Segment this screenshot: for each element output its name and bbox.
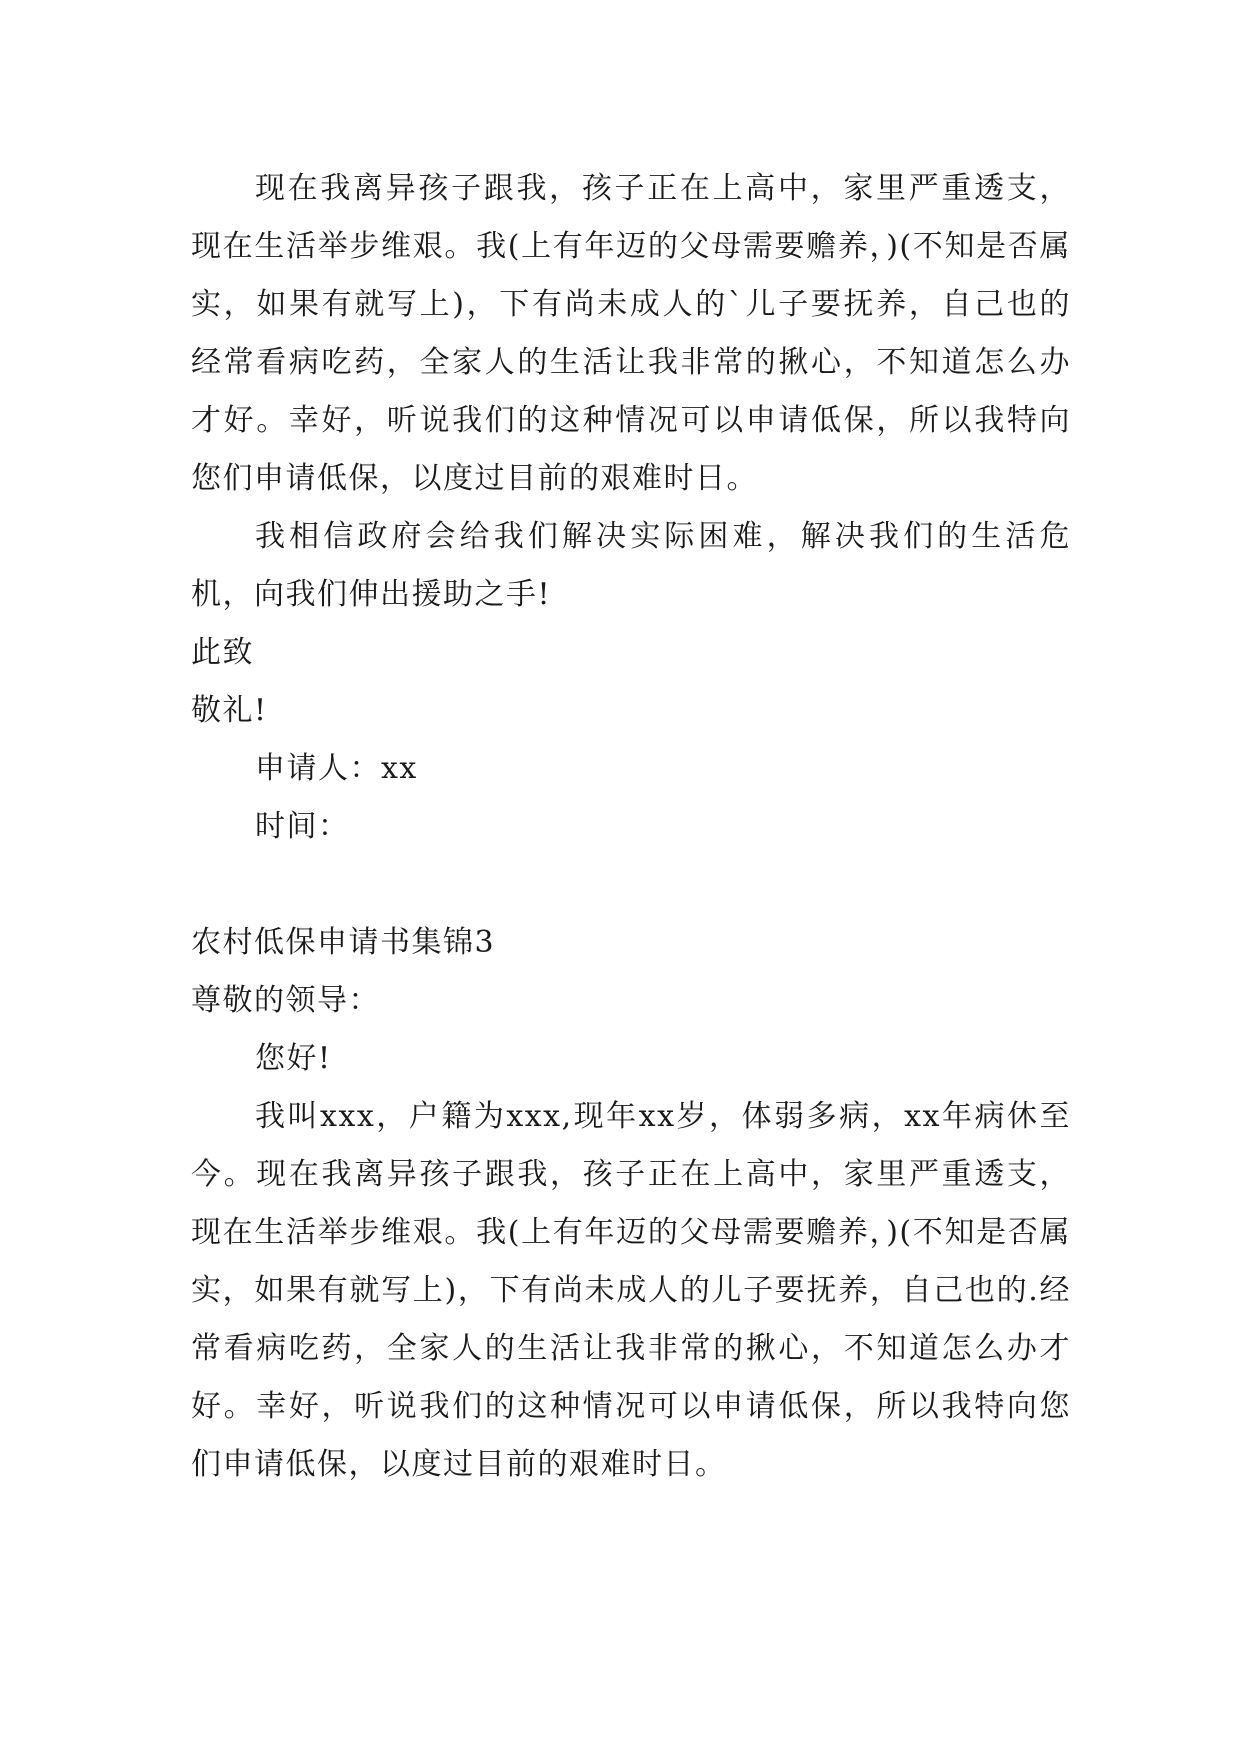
document-body bbox=[191, 160, 1071, 1494]
applicant-line: 申请人：xx bbox=[255, 751, 418, 786]
closing-line: 敬礼! bbox=[191, 693, 268, 728]
greeting: 您好! bbox=[255, 1041, 332, 1076]
salutation: 尊敬的领导： bbox=[191, 983, 380, 1018]
section-title: 农村低保申请书集锦3 bbox=[191, 925, 496, 960]
section-spacer bbox=[191, 856, 1071, 914]
date-line: 时间： bbox=[255, 809, 350, 844]
body-paragraph: 我叫xxx，户籍为xxx,现年xx岁，体弱多病，xx年病休至今。现在我离异孩子跟我，孩子正在上高中，家里严重透支，现在生活举步维艰。我(上有年迈的父母需要赡养，)(不知是否属实，如果有就写上)，下有尚未成人的儿子要抚养，自己也的.经常看病吃药，全家人的生活让我非常的揪心，不知道怎么办才好。幸好，听说我们的这种情况可以申请低保，所以我特向您们申请低保，以度过目前的艰难时日。 bbox=[191, 1099, 1071, 1482]
body-paragraph: 现在我离异孩子跟我，孩子正在上高中，家里严重透支，现在生活举步维艰。我(上有年迈的父母需要赡养，)(不知是否属实，如果有就写上)，下有尚未成人的`儿子要抚养，自己也的经常看病吃药，全家人的生活让我非常的揪心，不知道怎么办才好。幸好，听说我们的这种情况可以申请低保，所以我特向您们申请低保，以度过目前的艰难时日。 bbox=[191, 171, 1071, 496]
body-paragraph: 我相信政府会给我们解决实际困难，解决我们的生活危机，向我们伸出援助之手! bbox=[191, 519, 1071, 612]
closing-line: 此致 bbox=[191, 635, 254, 670]
